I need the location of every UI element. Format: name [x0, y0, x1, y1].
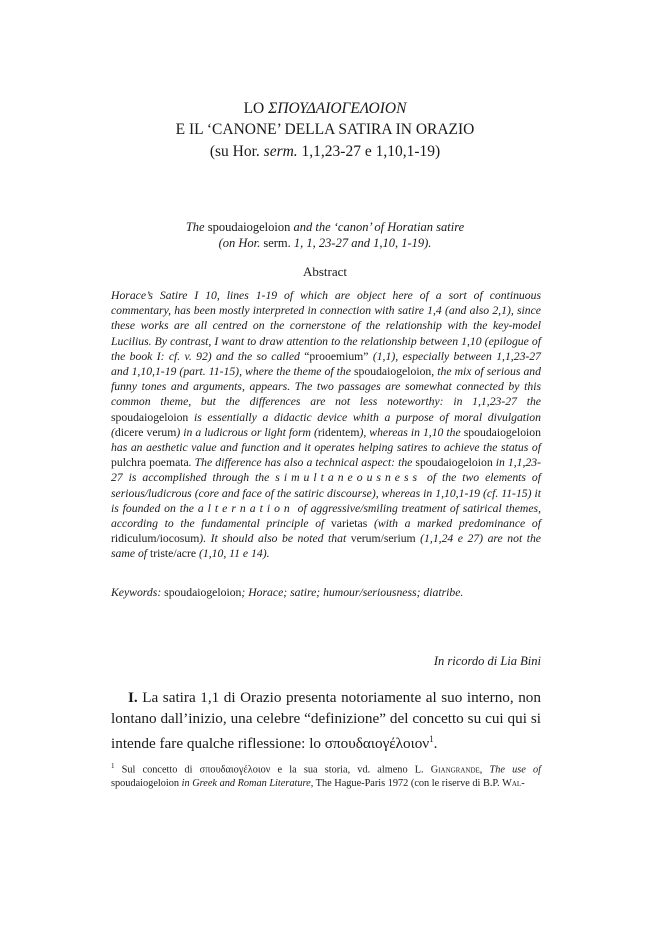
abs-triste: triste/acre	[149, 547, 197, 561]
en-title2-a: (on Hor.	[218, 236, 264, 250]
abs-p12: (with a marked predominance of	[367, 517, 541, 531]
title-prefix: LO	[243, 100, 269, 117]
abs-varietas: varietas	[330, 517, 368, 531]
abs-spoud4: spoudaiogeloion	[415, 456, 493, 470]
en-title-c: and the ‘canon’ of Horatian satire	[293, 220, 465, 234]
abs-p1: Horace’s Satire I 10, lines 1-19 of which are object here of a sort of continuous commentary, has been mostly interpreted in connection with satire 1,4 (and also 2,1), since these works are all centred on the cornerstone of the relationship with the key-model Lucilius. By contrast, I want to draw attention to the relationship between 1,10 (epilogue of the book I: cf. v. 92) and the so called	[111, 289, 541, 363]
abs-p4: is essentially a didactic device whith a purpose of moral divulgation (	[111, 410, 541, 439]
fn-c: spoudaiogeloion	[111, 777, 182, 789]
fn-b: ,	[479, 764, 490, 776]
abs-p3: , the mix of serious and funny tones and arguments, appears. The two passages are somewhat connected by this common theme, but the differences are not less noteworthy: in 1,1,23-27 the	[111, 365, 541, 409]
abs-altern: alternation	[197, 501, 294, 515]
abs-dicere: dicere verum	[114, 425, 177, 439]
title-line-1	[0, 98, 650, 119]
abs-spoud1: spoudaiogeloion	[354, 365, 432, 379]
abs-ridentem: ridentem	[317, 425, 360, 439]
english-title-line-1	[0, 220, 650, 235]
fn-booktitle1: The use of	[489, 764, 541, 776]
body-end: .	[433, 735, 438, 753]
abs-p6: ), whereas in 1,10 the	[359, 425, 464, 439]
dedication: In ricordo di Lia Bini	[433, 654, 541, 668]
title-line-2: E IL ‘CANONE’ DELLA SATIRA IN ORAZIO	[175, 121, 475, 138]
title-line-3	[0, 141, 650, 162]
footnote-ref[interactable]: 1	[429, 734, 434, 744]
title-greek-word: ΣΠΟΥΔΑΙΟΓΕΛΟΙΟΝ	[268, 100, 407, 117]
abs-simult: simultaneousness	[275, 471, 422, 485]
title-line3-serm: serm.	[263, 143, 298, 160]
abs-spoud3: spoudaiogeloion	[463, 425, 541, 439]
abs-pulchra: pulchra poemata	[111, 456, 189, 470]
abstract-text	[111, 288, 541, 562]
body-paragraph	[111, 688, 541, 755]
abstract-heading: Abstract	[302, 264, 348, 279]
keywords-rest: ; Horace; satire; humour/seriousness; diatribe.	[241, 586, 464, 599]
abs-p7: has an aesthetic value and function and it operates helping satires to achieve the status of	[111, 441, 541, 455]
en-title2-serm: serm.	[263, 236, 291, 250]
abs-p5: ) in a ludicrous or light form (	[176, 425, 318, 439]
abs-p14: (1,1,24 e 27) are not the same of	[111, 532, 541, 561]
keywords	[111, 585, 541, 600]
abs-prooemium: “prooemium”	[304, 349, 369, 363]
fn-booktitle2: in Greek and Roman Literature	[181, 777, 311, 789]
en-title2-c: 1, 1, 23-27 and 1,10, 1-19).	[290, 236, 432, 250]
title-line3-a: (su Hor.	[209, 143, 264, 160]
footnote-number: 1	[111, 762, 115, 770]
abs-spoud2: spoudaiogeloion	[111, 410, 189, 424]
abs-verum: verum/serium	[350, 532, 416, 546]
keywords-label: Keywords:	[111, 586, 165, 599]
fn-d: , The Hague-Paris 1972 (con le riserve di B.P.	[310, 777, 503, 789]
section-number: I.	[128, 689, 138, 706]
en-title-spoud: spoudaiogeloion	[204, 220, 294, 234]
en-title-a: The	[185, 220, 205, 234]
fn-wal: Wal-	[502, 777, 525, 789]
keyword-spoud: spoudaiogeloion	[164, 586, 242, 599]
fn-author: Giangrande	[430, 764, 480, 776]
body-text: La satira 1,1 di Orazio presenta notoriamente al suo interno, non lontano dall’inizio, una celebre “definizione” del concetto su cui qui si intende fare qualche riflessione: lo σπουδαιογέλοιον	[111, 689, 541, 753]
abs-p10: of the two elements of serious/ludicrous (core and face of the satiric discourse), whereas in 1,10,1-19 (cf. 11-15) it is founded on the	[111, 471, 541, 515]
abs-p15: (1,10, 11 e 14).	[196, 547, 270, 561]
title-line3-c: 1,1,23-27 e 1,10,1-19)	[297, 143, 441, 160]
abs-p11: of aggressive/smiling treatment of satirical themes, according to the fundamental principle of	[111, 501, 541, 531]
abs-p9: in 1,1,23-27 is accomplished through the	[111, 456, 541, 485]
english-title-line-2	[0, 236, 650, 251]
abs-p2: (1,1), especially between 1,1,23-27 and 1,10,1-19 (part. 11-15), where the theme of the	[111, 349, 541, 379]
abs-ridiculum: ridiculum/iocosum	[111, 532, 200, 546]
footnote	[111, 760, 541, 790]
abs-p8: . The difference has also a technical aspect: the	[188, 456, 416, 470]
fn-a: Sul concetto di σπουδαιογέλοιον e la sua storia, vd. almeno L.	[114, 764, 431, 776]
abs-p13: ). It should also be noted that	[199, 532, 351, 546]
